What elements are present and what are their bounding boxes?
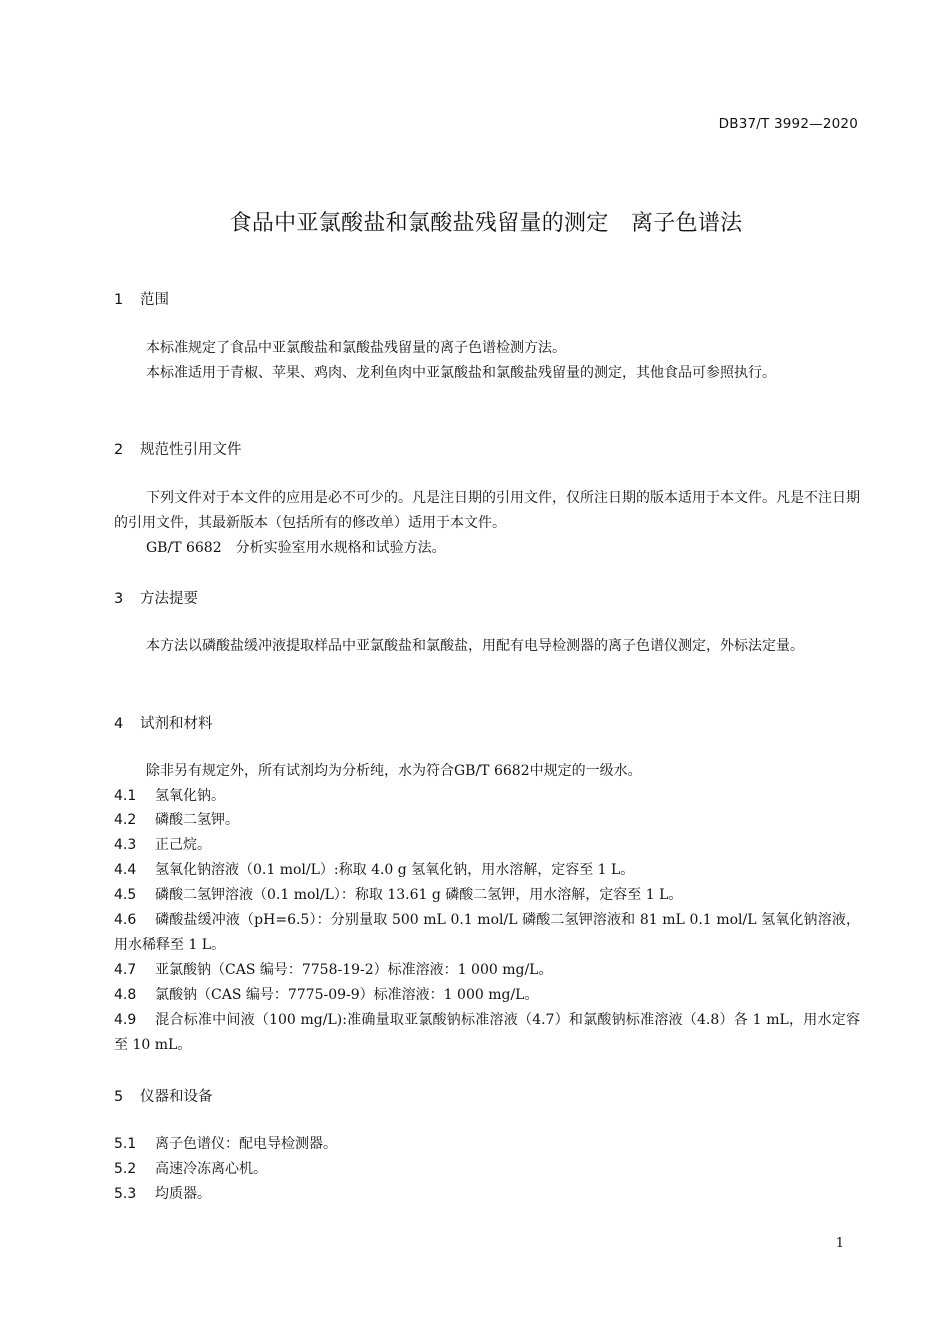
item-text: 氢氧化钠溶液（0.1 mol/L）:称取 4.0 g 氢氧化钠，用水溶解，定容至 1 L。 (155, 862, 635, 878)
section-title: 试剂和材料 (140, 716, 213, 732)
page-number: 1 (835, 1236, 844, 1251)
item-text: 亚氯酸钠（CAS 编号：7758-19-2）标准溶液：1 000 mg/L。 (155, 962, 553, 978)
list-item (114, 983, 860, 1008)
section-number: 3 (114, 591, 124, 607)
item-number: 5.2 (114, 1161, 137, 1177)
list-item (114, 883, 860, 908)
list-item (114, 1008, 860, 1057)
document-title: 食品中亚氯酸盐和氯酸盐残留量的测定 离子色谱法 (229, 211, 743, 236)
section-number: 2 (114, 442, 124, 458)
list-item (114, 958, 860, 983)
item-number: 4.1 (114, 788, 137, 804)
list-item (114, 1182, 860, 1207)
paragraph: 除非另有规定外，所有试剂均为分析纯，水为符合GB/T 6682中规定的一级水。 (146, 763, 642, 779)
paragraph: 本标准适用于青椒、苹果、鸡肉、龙利鱼肉中亚氯酸盐和氯酸盐残留量的测定，其他食品可参照执行。 (146, 365, 776, 381)
paragraph: 下列文件对于本文件的应用是必不可少的。凡是注日期的引用文件，仅所注日期的版本适用于本文件。凡是不注日期的引用文件，其最新版本（包括所有的修改单）适用于本文件。 (114, 490, 860, 531)
item-text: 高速冷冻离心机。 (155, 1161, 267, 1177)
item-number: 4.3 (114, 837, 137, 853)
item-number: 4.9 (114, 1012, 137, 1028)
item-text: 磷酸盐缓冲液（pH=6.5）：分别量取 500 mL 0.1 mol/L 磷酸二氢钾溶液和 81 mL 0.1 mol/L 氢氧化钠溶液，用水稀释至 1 L。 (114, 912, 860, 953)
list-item (114, 1157, 860, 1182)
item-text: 磷酸二氢钾。 (155, 812, 239, 828)
item-number: 4.2 (114, 812, 137, 828)
section-number: 4 (114, 716, 124, 732)
paragraph: 本方法以磷酸盐缓冲液提取样品中亚氯酸盐和氯酸盐，用配有电导检测器的离子色谱仪测定，外标法定量。 (146, 638, 804, 654)
item-text: 混合标准中间液（100 mg/L):准确量取亚氯酸钠标准溶液（4.7）和氯酸钠标准溶液（4.8）各 1 mL，用水定容至 10 mL。 (114, 1012, 860, 1053)
list-item (114, 784, 860, 809)
section-title: 仪器和设备 (140, 1089, 213, 1105)
item-text: 均质器。 (155, 1186, 211, 1202)
section-number: 5 (114, 1089, 124, 1105)
item-number: 4.8 (114, 987, 137, 1003)
item-number: 4.4 (114, 862, 137, 878)
section-1-heading (114, 288, 169, 309)
list-item (114, 858, 860, 883)
section-title: 规范性引用文件 (140, 442, 242, 458)
list-item (114, 1132, 860, 1157)
standard-code: DB37/T 3992—2020 (718, 116, 858, 132)
list-item (114, 808, 860, 833)
section-number: 1 (114, 292, 124, 308)
item-number: 5.3 (114, 1186, 137, 1202)
item-number: 4.7 (114, 962, 137, 978)
list-item (114, 908, 860, 957)
reference-entry: GB/T 6682 分析实验室用水规格和试验方法。 (146, 540, 446, 556)
section-title: 方法提要 (140, 591, 198, 607)
item-text: 离子色谱仪：配电导检测器。 (155, 1136, 337, 1152)
section-5-heading (114, 1085, 213, 1106)
list-item (114, 833, 860, 858)
item-number: 4.6 (114, 912, 137, 928)
item-text: 氢氧化钠。 (155, 788, 225, 804)
item-number: 5.1 (114, 1136, 137, 1152)
section-2-heading (114, 438, 242, 459)
item-text: 正己烷。 (155, 837, 211, 853)
item-text: 磷酸二氢钾溶液（0.1 mol/L）：称取 13.61 g 磷酸二氢钾，用水溶解，定容至 1 L。 (155, 887, 683, 903)
section-4-heading (114, 712, 213, 733)
item-number: 4.5 (114, 887, 137, 903)
section-3-heading (114, 587, 198, 608)
section-title: 范围 (140, 292, 169, 308)
item-text: 氯酸钠（CAS 编号：7775-09-9）标准溶液：1 000 mg/L。 (155, 987, 539, 1003)
paragraph: 本标准规定了食品中亚氯酸盐和氯酸盐残留量的离子色谱检测方法。 (146, 340, 566, 356)
